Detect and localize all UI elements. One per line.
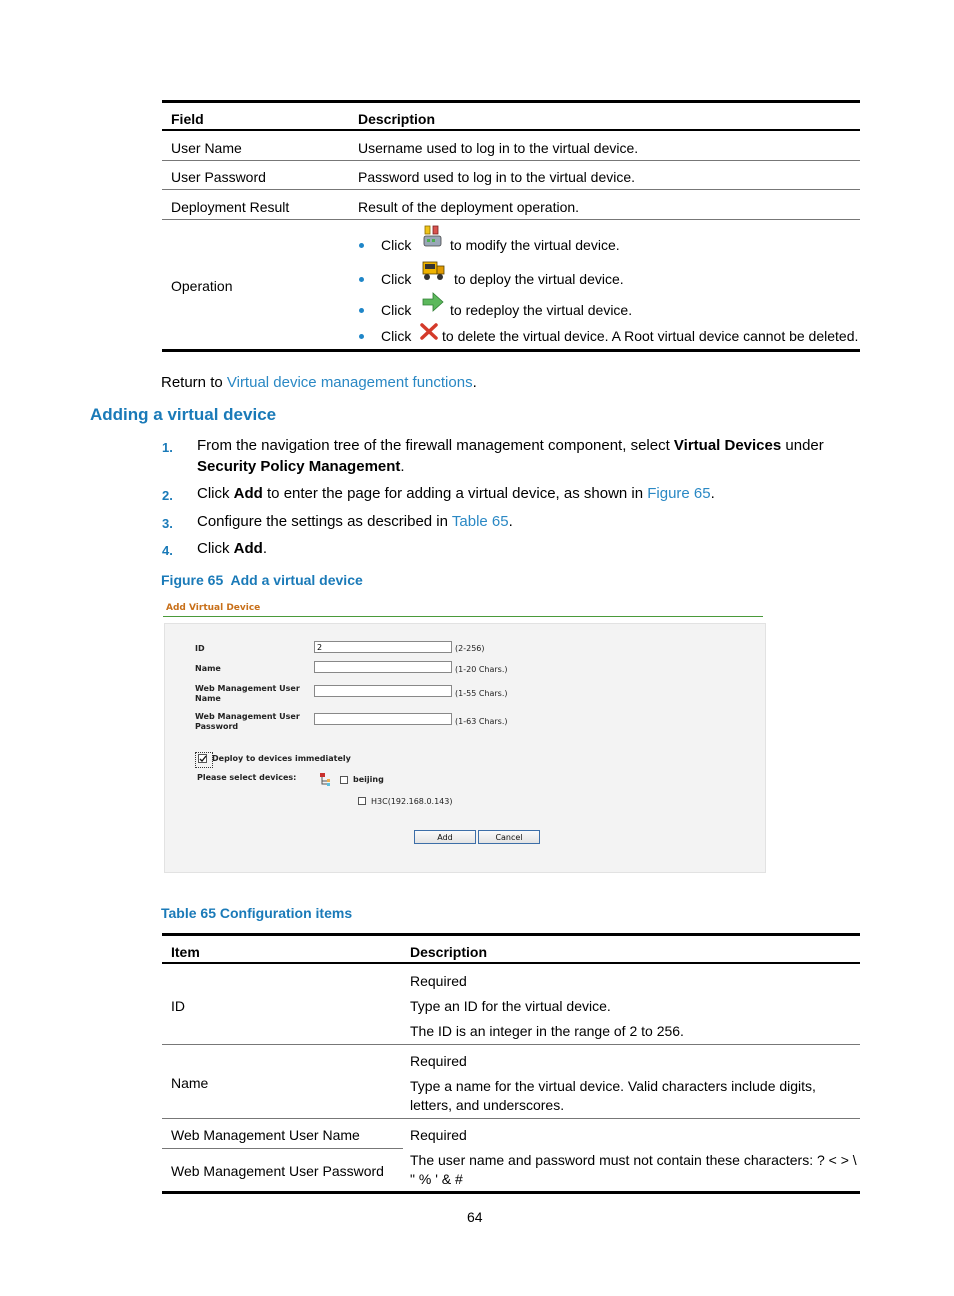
step-1-line1 bbox=[197, 437, 824, 454]
table2-name-line: Required bbox=[410, 1053, 467, 1069]
table1-top-rule bbox=[162, 100, 860, 103]
table2-header-description: Description bbox=[410, 944, 488, 960]
deploy-label: Deploy to devices immediately bbox=[212, 754, 351, 763]
operation-deploy-text: to deploy the virtual device. bbox=[454, 271, 624, 287]
check-icon bbox=[199, 755, 207, 763]
step-text: to enter the page for adding a virtual device, as shown in bbox=[262, 485, 648, 502]
panel-title-rule bbox=[163, 616, 763, 617]
step-3 bbox=[197, 513, 513, 530]
bullet bbox=[359, 243, 364, 248]
table1-header-description: Description bbox=[358, 111, 436, 127]
table2-top-rule bbox=[162, 933, 860, 936]
return-link[interactable]: Virtual device management functions bbox=[226, 374, 473, 391]
cancel-button[interactable]: Cancel bbox=[478, 830, 540, 844]
table2-item-web-user-password: Web Management User Password bbox=[171, 1163, 384, 1179]
table2-id-line: Required bbox=[410, 973, 467, 989]
step-text: From the navigation tree of the firewall management component, select bbox=[197, 437, 674, 454]
step-bold: Add bbox=[233, 540, 263, 557]
figure-65-link[interactable]: Figure 65 bbox=[647, 485, 711, 502]
section-title: Adding a virtual device bbox=[90, 405, 277, 424]
table2-web-pass-line: " % ' & # bbox=[410, 1171, 463, 1187]
id-input[interactable]: 2 bbox=[314, 641, 452, 653]
table2-item-name: Name bbox=[171, 1075, 209, 1091]
table-65-link[interactable]: Table 65 bbox=[451, 513, 509, 530]
web-user-password-input[interactable] bbox=[314, 713, 452, 725]
operation-click-label: Click bbox=[381, 271, 412, 287]
table2-id-line: Type an ID for the virtual device. bbox=[410, 998, 611, 1014]
step-text: under bbox=[781, 437, 824, 454]
table2-item-id: ID bbox=[171, 998, 185, 1014]
tree-icon bbox=[319, 772, 331, 786]
delete-icon bbox=[420, 323, 438, 340]
bullet bbox=[359, 277, 364, 282]
deploy-icon bbox=[422, 260, 446, 282]
operation-modify-text: to modify the virtual device. bbox=[450, 237, 620, 253]
table1-bottom-rule bbox=[162, 349, 860, 352]
step-1-line2 bbox=[197, 458, 405, 475]
table2-name-line: Type a name for the virtual device. Valid characters include digits, bbox=[410, 1078, 816, 1094]
table1-row-rule bbox=[162, 219, 860, 220]
step-2 bbox=[197, 485, 715, 502]
operation-click-label: Click bbox=[381, 237, 412, 253]
device-h3c: H3C(192.168.0.143) bbox=[371, 797, 453, 806]
table2-header-item: Item bbox=[171, 944, 200, 960]
page-number: 64 bbox=[467, 1209, 483, 1225]
web-user-name-input[interactable] bbox=[314, 685, 452, 697]
operation-redeploy-text: to redeploy the virtual device. bbox=[450, 302, 633, 318]
table1-row-rule bbox=[162, 189, 860, 190]
bullet bbox=[359, 308, 364, 313]
step-bold: Security Policy Management bbox=[197, 458, 401, 475]
name-hint: (1-20 Chars.) bbox=[455, 665, 508, 674]
table2-id-line: The ID is an integer in the range of 2 to 256. bbox=[410, 1023, 684, 1039]
step-number: 4. bbox=[162, 543, 173, 558]
table2-row-rule bbox=[162, 1118, 860, 1119]
step-text: . bbox=[262, 540, 268, 557]
table2-bottom-rule bbox=[162, 1191, 860, 1194]
add-button[interactable]: Add bbox=[414, 830, 476, 844]
table1-row-rule bbox=[162, 160, 860, 161]
name-label: Name bbox=[195, 664, 221, 673]
web-user-name-hint: (1-55 Chars.) bbox=[455, 689, 508, 698]
device-beijing: beijing bbox=[353, 775, 384, 784]
step-bold: Add bbox=[233, 485, 263, 502]
table1-header-field: Field bbox=[171, 111, 204, 127]
step-bold: Virtual Devices bbox=[673, 437, 782, 454]
step-text: Click bbox=[197, 540, 234, 557]
operation-delete-text: to delete the virtual device. A Root virtual device cannot be deleted. bbox=[442, 328, 859, 344]
table1-field-user-name: User Name bbox=[171, 140, 242, 156]
step-number: 3. bbox=[162, 516, 173, 531]
table1-field-user-password: User Password bbox=[171, 169, 266, 185]
modify-icon bbox=[423, 225, 443, 247]
step-text: Click bbox=[197, 485, 234, 502]
table2-web-user-line: Required bbox=[410, 1127, 467, 1143]
step-4 bbox=[197, 540, 267, 557]
step-number: 2. bbox=[162, 488, 173, 503]
table2-item-web-user-name: Web Management User Name bbox=[171, 1127, 360, 1143]
table2-header-rule bbox=[162, 962, 860, 964]
table2-row-rule bbox=[162, 1148, 403, 1149]
operation-click-label: Click bbox=[381, 302, 412, 318]
operation-click-label: Click bbox=[381, 328, 412, 344]
device-checkbox-h3c[interactable] bbox=[358, 797, 366, 805]
step-text: . bbox=[508, 513, 513, 530]
name-input[interactable] bbox=[314, 661, 452, 673]
table-caption: Table 65 Configuration items bbox=[161, 905, 353, 921]
table1-desc-user-name: Username used to log in to the virtual device. bbox=[358, 140, 639, 156]
table1-desc-deployment-result: Result of the deployment operation. bbox=[358, 199, 580, 215]
form-panel bbox=[164, 623, 766, 873]
web-user-name-label: Web Management User Name bbox=[195, 684, 300, 703]
panel-title: Add Virtual Device bbox=[166, 603, 261, 613]
return-suffix: . bbox=[472, 374, 477, 391]
select-devices-label: Please select devices: bbox=[197, 773, 297, 782]
return-prefix: Return to bbox=[161, 374, 227, 391]
id-label: ID bbox=[195, 644, 205, 653]
table1-header-rule bbox=[162, 129, 860, 131]
step-text: . bbox=[710, 485, 715, 502]
step-text: . bbox=[400, 458, 405, 475]
redeploy-icon bbox=[422, 292, 444, 312]
figure-caption: Figure 65 Add a virtual device bbox=[161, 572, 363, 588]
deploy-checkbox[interactable] bbox=[198, 754, 207, 763]
table2-web-pass-line: The user name and password must not contain these characters: ? < > \ bbox=[410, 1152, 857, 1168]
step-text: Configure the settings as described in bbox=[197, 513, 452, 530]
table2-row-rule bbox=[162, 1044, 860, 1045]
step-number: 1. bbox=[162, 440, 173, 455]
table1-field-operation: Operation bbox=[171, 278, 233, 294]
bullet bbox=[359, 334, 364, 339]
add-virtual-device-figure bbox=[163, 600, 767, 876]
table2-name-line: letters, and underscores. bbox=[410, 1097, 565, 1113]
web-user-password-hint: (1-63 Chars.) bbox=[455, 717, 508, 726]
table1-field-deployment-result: Deployment Result bbox=[171, 199, 290, 215]
table1-desc-user-password: Password used to log in to the virtual device. bbox=[358, 169, 636, 185]
web-user-password-label: Web Management User Password bbox=[195, 712, 300, 731]
device-checkbox-beijing[interactable] bbox=[340, 776, 348, 784]
id-hint: (2-256) bbox=[455, 644, 485, 653]
return-line bbox=[161, 374, 477, 391]
